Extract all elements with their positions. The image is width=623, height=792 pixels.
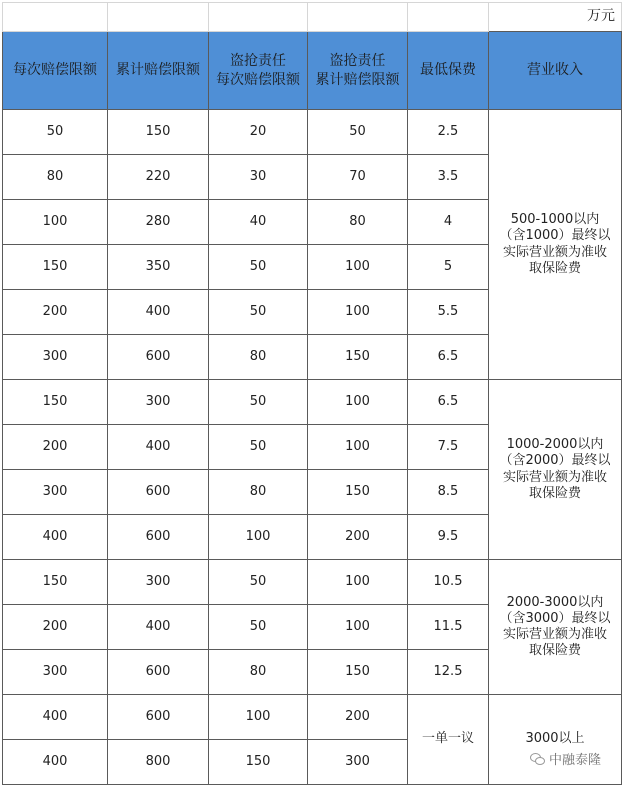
- revenue-note-line: 实际营业额为准收: [502, 244, 607, 260]
- cell-theft-per-claim-limit: 150: [209, 740, 308, 785]
- header-text: 累计赔偿限额: [315, 71, 400, 88]
- table-row: [3, 380, 622, 425]
- cell-theft-per-claim-limit: 100: [209, 515, 308, 560]
- cell-per-claim-limit: 400: [3, 695, 108, 740]
- header-minimum-premium: [408, 32, 489, 110]
- cell-theft-cumulative-limit: 200: [308, 695, 408, 740]
- watermark-text: 中融泰隆: [548, 753, 601, 768]
- revenue-note: [489, 695, 622, 785]
- cell-cumulative-limit: 600: [108, 335, 209, 380]
- revenue-note-line: 取保险费: [528, 260, 581, 276]
- cell-per-claim-limit: 300: [3, 335, 108, 380]
- cell-per-claim-limit: 150: [3, 245, 108, 290]
- cell-cumulative-limit: 600: [108, 515, 209, 560]
- cell-per-claim-limit: 150: [3, 380, 108, 425]
- header-text: 盗抢责任: [230, 52, 286, 69]
- header-theft-per-claim-limit: [209, 32, 308, 110]
- revenue-note-line: 取保险费: [528, 643, 581, 659]
- blank-cell: [3, 3, 108, 32]
- header-text: 每次赔偿限额: [216, 71, 300, 88]
- unit-row: [3, 3, 622, 32]
- header-text: 每次赔偿限额: [13, 62, 97, 79]
- table-row: [3, 695, 622, 740]
- cell-theft-per-claim-limit: 20: [209, 110, 308, 155]
- cell-theft-per-claim-limit: 50: [209, 290, 308, 335]
- revenue-note-line: 2000-3000以内: [506, 594, 604, 610]
- revenue-note-line: （含2000）最终以: [499, 453, 611, 469]
- cell-per-claim-limit: 200: [3, 425, 108, 470]
- cell-cumulative-limit: 300: [108, 380, 209, 425]
- cell-theft-cumulative-limit: 50: [308, 110, 408, 155]
- cell-cumulative-limit: 800: [108, 740, 209, 785]
- cell-theft-cumulative-limit: 100: [308, 245, 408, 290]
- revenue-note-line: 实际营业额为准收: [502, 627, 607, 642]
- cell-minimum-premium: 6.5: [408, 380, 489, 425]
- cell-minimum-premium: 8.5: [408, 470, 489, 515]
- cell-per-claim-limit: 80: [3, 155, 108, 200]
- revenue-note-line: （含3000）最终以: [499, 610, 611, 626]
- cell-theft-cumulative-limit: 200: [308, 515, 408, 560]
- revenue-note-line: 取保险费: [528, 485, 581, 501]
- blank-cell: [108, 3, 209, 32]
- header-revenue: [489, 32, 622, 110]
- cell-per-claim-limit: 100: [3, 200, 108, 245]
- watermark: [530, 749, 601, 768]
- cell-theft-cumulative-limit: 100: [308, 425, 408, 470]
- blank-cell: [308, 3, 408, 32]
- cell-per-claim-limit: 150: [3, 560, 108, 605]
- table-row: [3, 560, 622, 605]
- cell-minimum-premium: 5.5: [408, 290, 489, 335]
- cell-cumulative-limit: 300: [108, 560, 209, 605]
- cell-cumulative-limit: 600: [108, 650, 209, 695]
- cell-theft-per-claim-limit: 50: [209, 560, 308, 605]
- cell-minimum-premium: 9.5: [408, 515, 489, 560]
- cell-cumulative-limit: 220: [108, 155, 209, 200]
- header-cumulative-limit: [108, 32, 209, 110]
- cell-minimum-premium: 3.5: [408, 155, 489, 200]
- cell-cumulative-limit: 600: [108, 470, 209, 515]
- cell-cumulative-limit: 400: [108, 605, 209, 650]
- blank-cell: [209, 3, 308, 32]
- header-text: 营业收入: [527, 62, 583, 79]
- cell-theft-cumulative-limit: 100: [308, 380, 408, 425]
- blank-cell: [408, 3, 489, 32]
- cell-theft-cumulative-limit: 100: [308, 605, 408, 650]
- header-row: [3, 32, 622, 110]
- cell-cumulative-limit: 400: [108, 290, 209, 335]
- cell-per-claim-limit: 200: [3, 605, 108, 650]
- header-theft-cumulative-limit: [308, 32, 408, 110]
- revenue-note-line: 实际营业额为准收: [502, 469, 607, 485]
- cell-theft-cumulative-limit: 100: [308, 290, 408, 335]
- cell-theft-per-claim-limit: 100: [209, 695, 308, 740]
- cell-minimum-premium: 10.5: [408, 560, 489, 605]
- insurance-rate-table: [2, 2, 622, 785]
- cell-per-claim-limit: 50: [3, 110, 108, 155]
- unit-label: 万元: [489, 3, 622, 32]
- cell-theft-cumulative-limit: 100: [308, 560, 408, 605]
- cell-theft-per-claim-limit: 50: [209, 245, 308, 290]
- cell-per-claim-limit: 300: [3, 470, 108, 515]
- cell-theft-per-claim-limit: 80: [209, 335, 308, 380]
- cell-cumulative-limit: 280: [108, 200, 209, 245]
- cell-minimum-premium: 2.5: [408, 110, 489, 155]
- revenue-note: [489, 110, 622, 380]
- cell-theft-per-claim-limit: 50: [209, 605, 308, 650]
- wechat-icon: [530, 753, 544, 765]
- header-per-claim-limit: [3, 32, 108, 110]
- cell-theft-per-claim-limit: 40: [209, 200, 308, 245]
- cell-cumulative-limit: 150: [108, 110, 209, 155]
- cell-theft-per-claim-limit: 50: [209, 380, 308, 425]
- header-text: 最低保费: [420, 62, 476, 79]
- revenue-note-line: （含1000）最终以: [499, 228, 611, 244]
- cell-per-claim-limit: 400: [3, 515, 108, 560]
- cell-minimum-premium: 12.5: [408, 650, 489, 695]
- cell-cumulative-limit: 600: [108, 695, 209, 740]
- cell-minimum-premium: 4: [408, 200, 489, 245]
- revenue-note: [489, 560, 622, 695]
- header-text: 累计赔偿限额: [116, 62, 200, 79]
- cell-theft-per-claim-limit: 50: [209, 425, 308, 470]
- revenue-note: [489, 380, 622, 560]
- cell-minimum-premium: 7.5: [408, 425, 489, 470]
- cell-cumulative-limit: 350: [108, 245, 209, 290]
- cell-theft-cumulative-limit: 300: [308, 740, 408, 785]
- cell-minimum-premium: 11.5: [408, 605, 489, 650]
- table-row: [3, 110, 622, 155]
- cell-theft-cumulative-limit: 150: [308, 470, 408, 515]
- cell-per-claim-limit: 300: [3, 650, 108, 695]
- cell-cumulative-limit: 400: [108, 425, 209, 470]
- cell-theft-cumulative-limit: 150: [308, 650, 408, 695]
- revenue-note-line: 500-1000以内: [510, 212, 600, 227]
- cell-theft-per-claim-limit: 80: [209, 650, 308, 695]
- cell-theft-cumulative-limit: 150: [308, 335, 408, 380]
- cell-theft-cumulative-limit: 70: [308, 155, 408, 200]
- cell-theft-cumulative-limit: 80: [308, 200, 408, 245]
- header-text: 盗抢责任: [329, 52, 386, 69]
- cell-per-claim-limit: 200: [3, 290, 108, 335]
- cell-premium-negotiable: 一单一议: [408, 695, 489, 785]
- revenue-note-line: 1000-2000以内: [506, 437, 604, 452]
- cell-per-claim-limit: 400: [3, 740, 108, 785]
- cell-theft-per-claim-limit: 80: [209, 470, 308, 515]
- cell-minimum-premium: 5: [408, 245, 489, 290]
- cell-minimum-premium: 6.5: [408, 335, 489, 380]
- cell-theft-per-claim-limit: 30: [209, 155, 308, 200]
- revenue-note-line: 3000以上: [525, 731, 585, 747]
